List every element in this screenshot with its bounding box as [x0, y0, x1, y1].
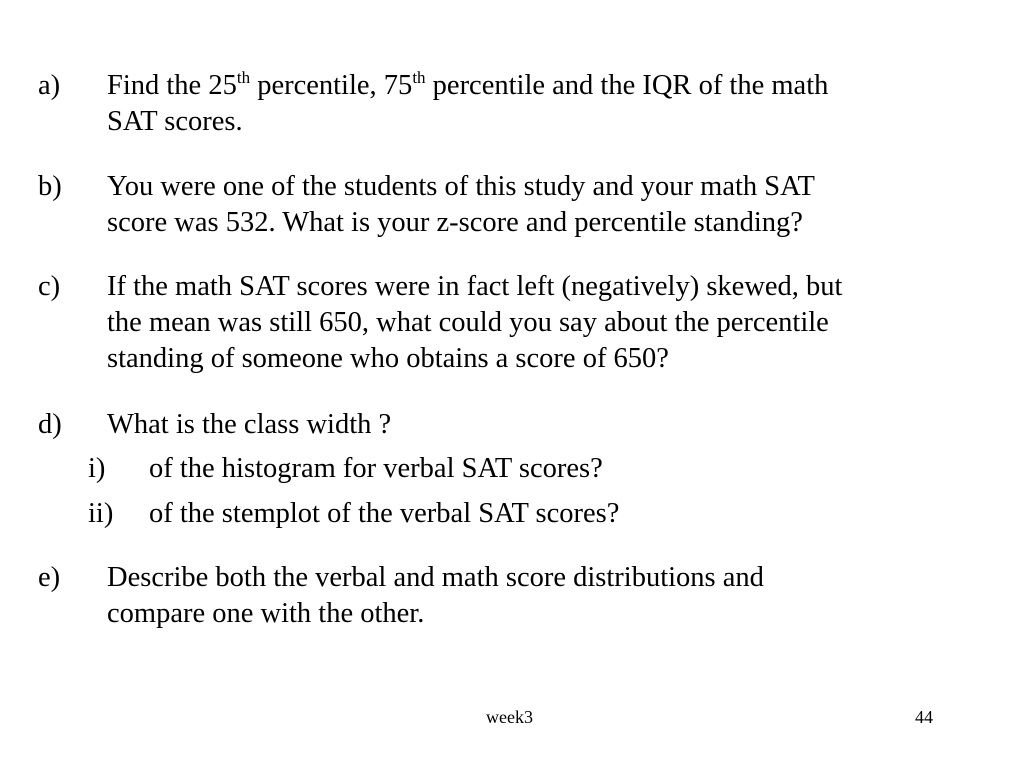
question-e-line-1: Describe both the verbal and math score distributions and — [107, 562, 764, 593]
question-d-sub-ii-text: of the stemplot of the verbal SAT scores? — [149, 498, 620, 529]
question-e-text — [107, 560, 1002, 632]
question-d-sub-i-marker: i) — [88, 453, 106, 484]
question-d-text: What is the class width ? — [107, 409, 392, 440]
question-c-line-1: If the math SAT scores were in fact left (negatively) skewed, but — [107, 271, 843, 302]
question-e-line-2: compare one with the other. — [107, 598, 425, 629]
question-d-sub-ii-marker: ii) — [88, 498, 114, 529]
question-b-line-2: score was 532. What is your z-score and percentile standing? — [107, 207, 803, 238]
question-a-text — [107, 68, 1002, 140]
footer-label: week3 — [486, 707, 533, 727]
question-d-marker: d) — [38, 409, 62, 440]
question-a-line-2: SAT scores. — [107, 106, 243, 137]
question-c-marker: c) — [38, 271, 61, 302]
question-b-marker: b) — [38, 171, 62, 202]
page-number: 44 — [915, 707, 933, 727]
question-d-sub-i-text: of the histogram for verbal SAT scores? — [149, 453, 603, 484]
question-a-marker: a) — [38, 70, 61, 101]
question-e-marker: e) — [38, 562, 61, 593]
question-c-line-3: standing of someone who obtains a score of 650? — [107, 343, 669, 374]
question-c-text — [107, 269, 1002, 377]
question-b-text — [107, 169, 1002, 241]
question-a-line-1: Find the 25th percentile, 75th percentile and the IQR of the math — [107, 68, 829, 101]
question-c-line-2: the mean was still 650, what could you say about the percentile — [107, 307, 829, 338]
question-b-line-1: You were one of the students of this study and your math SAT — [107, 171, 815, 202]
